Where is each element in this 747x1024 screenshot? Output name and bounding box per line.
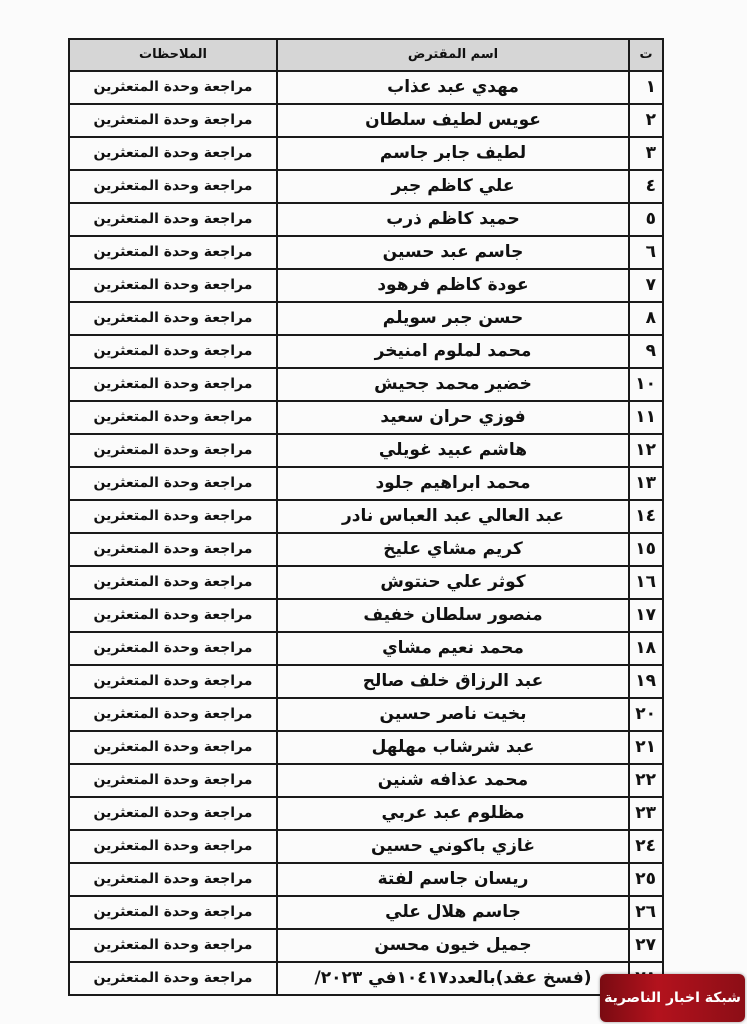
row-number: ١: [629, 71, 663, 104]
row-note: مراجعة وحدة المتعثرين: [69, 764, 277, 797]
row-number: ١١: [629, 401, 663, 434]
borrower-name: فوزي حران سعيد: [277, 401, 629, 434]
row-number: ٣: [629, 137, 663, 170]
table-row: [69, 698, 663, 731]
table-row: [69, 797, 663, 830]
row-note: مراجعة وحدة المتعثرين: [69, 500, 277, 533]
row-note: مراجعة وحدة المتعثرين: [69, 467, 277, 500]
table-row: [69, 599, 663, 632]
row-note: مراجعة وحدة المتعثرين: [69, 368, 277, 401]
borrower-name: بخيت ناصر حسين: [277, 698, 629, 731]
table-row: [69, 500, 663, 533]
row-note: مراجعة وحدة المتعثرين: [69, 962, 277, 995]
row-number: ١٣: [629, 467, 663, 500]
borrower-name: عبد شرشاب مهلهل: [277, 731, 629, 764]
watermark-text: شبكة اخبار الناصرية: [604, 990, 741, 1006]
row-note: مراجعة وحدة المتعثرين: [69, 665, 277, 698]
row-note: مراجعة وحدة المتعثرين: [69, 698, 277, 731]
borrower-name: لطيف جابر جاسم: [277, 137, 629, 170]
table-row: [69, 335, 663, 368]
table-row: [69, 962, 663, 995]
watermark-logo: [600, 974, 745, 1022]
row-note: مراجعة وحدة المتعثرين: [69, 104, 277, 137]
table-row: [69, 170, 663, 203]
borrower-name: ريسان جاسم لفتة: [277, 863, 629, 896]
table-row: [69, 269, 663, 302]
table-row: [69, 236, 663, 269]
borrower-name: حسن جبر سويلم: [277, 302, 629, 335]
borrower-name: منصور سلطان خفيف: [277, 599, 629, 632]
table-row: [69, 104, 663, 137]
table-row: [69, 533, 663, 566]
borrower-name: محمد لملوم امنيخر: [277, 335, 629, 368]
table-row: [69, 71, 663, 104]
table-row: [69, 764, 663, 797]
row-number: ٩: [629, 335, 663, 368]
borrower-name: محمد عذافه شنين: [277, 764, 629, 797]
row-number: ١٠: [629, 368, 663, 401]
row-number: ١٢: [629, 434, 663, 467]
row-note: مراجعة وحدة المتعثرين: [69, 137, 277, 170]
row-number: ٢٧: [629, 929, 663, 962]
table-row: [69, 632, 663, 665]
borrowers-table: [68, 38, 664, 996]
borrower-name: عبد العالي عبد العباس نادر: [277, 500, 629, 533]
row-note: مراجعة وحدة المتعثرين: [69, 401, 277, 434]
row-note: مراجعة وحدة المتعثرين: [69, 533, 277, 566]
borrower-name: علي كاظم جبر: [277, 170, 629, 203]
borrower-name: عودة كاظم فرهود: [277, 269, 629, 302]
row-number: ١٤: [629, 500, 663, 533]
row-number: ٤: [629, 170, 663, 203]
table-row: [69, 467, 663, 500]
row-number: ٢٥: [629, 863, 663, 896]
row-number: ٢٦: [629, 896, 663, 929]
table-row: [69, 896, 663, 929]
row-note: مراجعة وحدة المتعثرين: [69, 599, 277, 632]
table-row: [69, 302, 663, 335]
table-row: [69, 401, 663, 434]
borrower-name: خضير محمد جحيش: [277, 368, 629, 401]
table-row: [69, 368, 663, 401]
borrower-name: محمد ابراهيم جلود: [277, 467, 629, 500]
table-row: [69, 203, 663, 236]
borrower-name: جاسم عبد حسين: [277, 236, 629, 269]
row-note: مراجعة وحدة المتعثرين: [69, 797, 277, 830]
borrower-name: حميد كاظم ذرب: [277, 203, 629, 236]
borrower-name: كريم مشاي عليخ: [277, 533, 629, 566]
row-number: ٥: [629, 203, 663, 236]
row-number: ٢: [629, 104, 663, 137]
row-note: مراجعة وحدة المتعثرين: [69, 731, 277, 764]
borrower-name: مظلوم عبد عربي: [277, 797, 629, 830]
row-note: مراجعة وحدة المتعثرين: [69, 170, 277, 203]
row-note: مراجعة وحدة المتعثرين: [69, 335, 277, 368]
borrower-name: (فسخ عقد)بالعدد١٠٤١٧في ٢٠٢٣/: [277, 962, 629, 995]
borrower-name: محمد نعيم مشاي: [277, 632, 629, 665]
table-row: [69, 137, 663, 170]
row-number: ١٦: [629, 566, 663, 599]
row-number: ٦: [629, 236, 663, 269]
header-name: اسم المقترض: [277, 39, 629, 71]
row-number: ١٩: [629, 665, 663, 698]
row-number: ١٨: [629, 632, 663, 665]
header-notes: الملاحظات: [69, 39, 277, 71]
row-note: مراجعة وحدة المتعثرين: [69, 302, 277, 335]
row-number: ٢٤: [629, 830, 663, 863]
row-note: مراجعة وحدة المتعثرين: [69, 236, 277, 269]
table-row: [69, 566, 663, 599]
table-row: [69, 830, 663, 863]
row-number: ١٧: [629, 599, 663, 632]
row-note: مراجعة وحدة المتعثرين: [69, 566, 277, 599]
row-note: مراجعة وحدة المتعثرين: [69, 203, 277, 236]
row-number: ٢٣: [629, 797, 663, 830]
row-note: مراجعة وحدة المتعثرين: [69, 863, 277, 896]
borrower-name: عويس لطيف سلطان: [277, 104, 629, 137]
table-row: [69, 863, 663, 896]
row-number: ٨: [629, 302, 663, 335]
row-number: ٢٢: [629, 764, 663, 797]
row-note: مراجعة وحدة المتعثرين: [69, 269, 277, 302]
row-note: مراجعة وحدة المتعثرين: [69, 434, 277, 467]
table-row: [69, 731, 663, 764]
table-row: [69, 665, 663, 698]
row-number: ٧: [629, 269, 663, 302]
row-number: ٢١: [629, 731, 663, 764]
borrower-name: جميل خيون محسن: [277, 929, 629, 962]
borrower-name: غازي باكوني حسين: [277, 830, 629, 863]
borrower-name: عبد الرزاق خلف صالح: [277, 665, 629, 698]
borrower-name: جاسم هلال علي: [277, 896, 629, 929]
row-number: ٢٠: [629, 698, 663, 731]
row-note: مراجعة وحدة المتعثرين: [69, 632, 277, 665]
header-number: ت: [629, 39, 663, 71]
borrower-name: هاشم عبيد غويلي: [277, 434, 629, 467]
row-number: ١٥: [629, 533, 663, 566]
borrower-name: مهدي عبد عذاب: [277, 71, 629, 104]
table-body: [69, 71, 663, 995]
table-header-row: [69, 39, 663, 71]
row-note: مراجعة وحدة المتعثرين: [69, 71, 277, 104]
row-note: مراجعة وحدة المتعثرين: [69, 896, 277, 929]
table-row: [69, 434, 663, 467]
row-note: مراجعة وحدة المتعثرين: [69, 830, 277, 863]
borrower-name: كوثر علي حنتوش: [277, 566, 629, 599]
row-note: مراجعة وحدة المتعثرين: [69, 929, 277, 962]
table-row: [69, 929, 663, 962]
